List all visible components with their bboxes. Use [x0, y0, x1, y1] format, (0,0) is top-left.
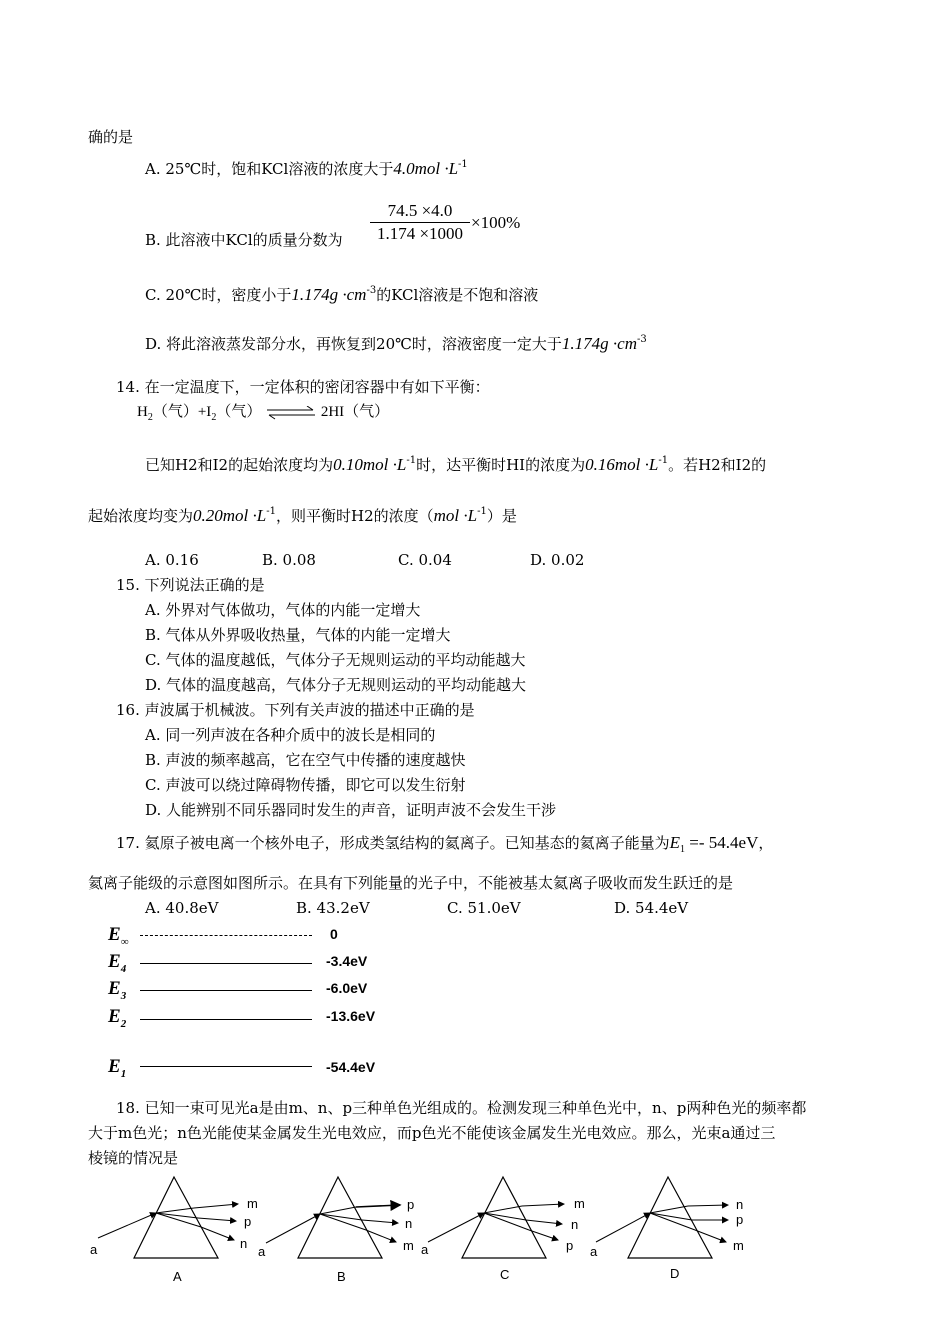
q18-line2: 大于m色光；n色光能使某金属发生光电效应，而p色光不能使该金属发生光电效应。那么，光束a通过三	[88, 1124, 776, 1142]
level-e1-label	[108, 1056, 126, 1080]
q14-line2-b: ，则平衡时H2的浓度（	[275, 507, 434, 525]
level-e4-label	[108, 951, 126, 975]
q18-line3: 棱镜的情况是	[88, 1149, 179, 1167]
q15-option-b: B. 气体从外界吸收热量，气体的内能一定增大	[145, 626, 451, 644]
q16-option-b: B. 声波的频率越高，它在空气中传播的速度越快	[145, 751, 466, 769]
prism-b-internal-n	[320, 1214, 362, 1220]
prism-c-internal-m	[484, 1206, 522, 1213]
prism-b-internal-p	[320, 1207, 356, 1214]
q14-line1-c: 。若H2和I2的	[668, 456, 767, 474]
prism-c-beam-label: a	[421, 1242, 429, 1257]
prism-a-ray-p	[198, 1218, 236, 1221]
q13-option-d-exp: -3	[636, 334, 647, 345]
q17-stem	[116, 833, 773, 860]
q14-line2-exp2: -1	[477, 506, 487, 517]
q16-stem: 16. 声波属于机械波。下列有关声波的描述中正确的是	[116, 701, 475, 719]
q14-eq-h: H	[137, 404, 148, 420]
q14-line1-a: 已知H2和I2的起始浓度均为	[145, 456, 334, 474]
level-e1-sub: 1	[120, 1067, 127, 1080]
level-e-inf-value: 0	[330, 926, 338, 942]
q17-option-a: A. 40.8eV	[145, 899, 219, 917]
q14-option-d: D. 0.02	[530, 551, 585, 569]
q14-line1	[145, 455, 766, 478]
q14-option-b: B. 0.08	[262, 551, 316, 569]
q13-option-b-tail: ×100%	[471, 213, 521, 232]
prism-b-caption: B	[337, 1269, 346, 1284]
q14-line2-exp1: -1	[266, 506, 276, 517]
prism-c-internal-n	[484, 1213, 526, 1220]
prism-b-ray-p	[356, 1205, 400, 1207]
q15-stem: 15. 下列说法正确的是	[116, 576, 265, 594]
q15-option-d: D. 气体的温度越高，气体分子无规则运动的平均动能越大	[145, 676, 527, 694]
level-e3-sub: 3	[120, 989, 127, 1002]
q17-option-d: D. 54.4eV	[614, 899, 689, 917]
level-e-inf-sub: ∞	[120, 935, 129, 948]
q17-energy-value: =- 54.4eV	[685, 833, 759, 852]
q13-option-c-text: C. 20℃时，密度小于	[145, 286, 292, 304]
level-e2-sym: E	[108, 1006, 121, 1027]
prism-a-internal-p	[156, 1213, 198, 1218]
q13-option-b-fraction	[370, 201, 470, 244]
level-e2-line	[140, 1019, 312, 1020]
q14-eq-sub1: 2	[147, 412, 153, 423]
q14-option-c: C. 0.04	[398, 551, 452, 569]
level-e1-sym: E	[108, 1056, 121, 1077]
level-e3-sym: E	[108, 978, 121, 999]
prism-d-label-top: n	[736, 1197, 744, 1212]
prism-a-beam-label: a	[90, 1242, 98, 1257]
prism-b-beam-label: a	[258, 1244, 266, 1259]
prism-d-label-bottom: m	[733, 1238, 744, 1253]
q15-option-c: C. 气体的温度越低，气体分子无规则运动的平均动能越大	[145, 651, 526, 669]
prism-d-ray-n	[688, 1205, 728, 1206]
prism-c-ray-m	[522, 1204, 564, 1206]
prism-a-incident-ray	[98, 1213, 156, 1238]
q17-option-c: C. 51.0eV	[447, 899, 521, 917]
prism-a-label-mid: p	[244, 1214, 252, 1229]
q16-option-d: D. 人能辨别不同乐器同时发生的声音，证明声波不会发生干涉	[145, 801, 557, 819]
prism-a-label-top: m	[247, 1196, 258, 1211]
prism-a-ray-m	[194, 1204, 238, 1208]
q17-stem-end: ，	[758, 834, 774, 852]
q14-line2-c: ）是	[486, 507, 517, 525]
q13-option-a-text: A. 25℃时，饱和KCl溶液的浓度大于	[145, 160, 394, 178]
q17-energy-symbol: E	[669, 833, 681, 852]
q13-option-a-math: 4.0mol ·L	[393, 159, 459, 178]
q14-line2-math1: 0.20mol ·L	[193, 506, 267, 525]
prism-c-internal-p	[484, 1213, 529, 1230]
prism-c-label-top: m	[574, 1196, 585, 1211]
prism-b-label-mid: n	[405, 1216, 413, 1231]
q17-line2: 氦离子能级的示意图如图所示。在具有下列能量的光子中，不能被基太氦离子吸收而发生跃迁的是	[88, 874, 734, 892]
q13-option-a	[145, 159, 468, 182]
prism-c-label-bottom: p	[566, 1238, 574, 1253]
q16-option-c: C. 声波可以绕过障碍物传播，即它可以发生衍射	[145, 776, 466, 794]
q13-option-d	[145, 334, 647, 357]
prism-d-label-mid: p	[736, 1212, 744, 1227]
q13-stem-tail: 确的是	[88, 128, 134, 146]
prism-b-label-top: p	[407, 1197, 415, 1212]
level-e1-line	[140, 1066, 312, 1067]
q13-option-b-text: B. 此溶液中KCl的质量分数为	[145, 231, 343, 249]
level-e-inf-sym: E	[108, 924, 121, 945]
prism-c-incident-ray	[428, 1213, 484, 1242]
level-e-inf-label	[108, 924, 129, 948]
q14-eq-sub2: 2	[211, 412, 217, 423]
level-e4-sub: 4	[120, 962, 127, 975]
q13-option-c	[145, 285, 538, 308]
prism-c-ray-n	[526, 1220, 562, 1224]
prism-d-internal-n	[650, 1206, 688, 1213]
prism-a-caption: A	[173, 1269, 182, 1284]
q13-option-a-exp: -1	[458, 159, 468, 170]
prism-c-label-mid: n	[571, 1217, 579, 1232]
q13-option-d-math: 1.174g ·cm	[561, 334, 637, 353]
prism-c-caption: C	[500, 1267, 510, 1282]
q14-equation	[137, 402, 389, 428]
q14-option-a: A. 0.16	[145, 551, 199, 569]
prism-diagram-d	[590, 1177, 744, 1281]
prism-d-internal-p	[650, 1213, 692, 1220]
q13-option-b-denominator: 1.174 ×1000	[376, 224, 464, 243]
q14-line1-exp1: -1	[406, 455, 417, 466]
prism-a-label-bottom: n	[240, 1236, 248, 1251]
q17-energy-sub: 1	[680, 844, 686, 855]
level-e3-line	[140, 990, 312, 991]
prism-a-internal-m	[156, 1208, 194, 1213]
q14-eq-mid2: （气）	[216, 404, 262, 420]
level-e-inf-line	[140, 935, 312, 936]
level-e4-value: -3.4eV	[326, 953, 368, 969]
prism-b-triangle	[298, 1177, 382, 1258]
prism-d-internal-m	[650, 1213, 695, 1230]
q14-stem: 14. 在一定温度下，一定体积的密闭容器中有如下平衡：	[116, 378, 490, 396]
q14-eq-mid1: （气）+I	[152, 404, 212, 420]
prism-diagram-c	[421, 1177, 585, 1282]
equilibrium-arrow-icon	[265, 406, 317, 420]
prism-a-ray-n	[201, 1227, 234, 1240]
prism-d-beam-label: a	[590, 1244, 598, 1259]
level-e3-value: -6.0eV	[326, 980, 368, 996]
q17-option-b: B. 43.2eV	[296, 899, 370, 917]
q14-line1-math2: 0.16mol ·L	[585, 455, 659, 474]
level-e4-sym: E	[108, 951, 121, 972]
level-e4-line	[140, 963, 312, 964]
prism-d-incident-ray	[596, 1213, 650, 1242]
level-e2-label	[108, 1006, 126, 1030]
level-e2-sub: 2	[120, 1017, 127, 1030]
q16-option-a: A. 同一列声波在各种介质中的波长是相同的	[145, 726, 436, 744]
q13-option-b-numerator: 74.5 ×4.0	[387, 201, 453, 220]
q14-line1-b: 时，达平衡时HI的浓度为	[416, 456, 586, 474]
q14-line2-math2: mol ·L	[433, 506, 478, 525]
prism-diagram-b	[258, 1177, 414, 1284]
prism-b-ray-n	[362, 1220, 398, 1223]
q14-line1-math1: 0.10mol ·L	[333, 455, 407, 474]
level-e3-label	[108, 978, 126, 1002]
prism-b-label-bottom: m	[403, 1238, 414, 1253]
q13-option-c-tail: 的KCl溶液是不饱和溶液	[376, 286, 539, 304]
level-e1-value: -54.4eV	[326, 1059, 376, 1075]
prism-diagrams	[0, 1170, 950, 1290]
q15-option-a: A. 外界对气体做功，气体的内能一定增大	[145, 601, 421, 619]
q13-option-c-exp: -3	[366, 285, 377, 296]
q14-line2	[88, 506, 517, 529]
q14-line2-a: 起始浓度均变为	[88, 507, 194, 525]
q17-stem-text: 17. 氦原子被电离一个核外电子，形成类氢结构的氦离子。已知基态的氦离子能量为	[116, 834, 670, 852]
q14-eq-right: 2HI（气）	[320, 404, 390, 420]
q13-option-c-math: 1.174g ·cm	[291, 285, 367, 304]
q13-option-d-text: D. 将此溶液蒸发部分水，再恢复到20℃时，溶液密度一定大于	[145, 335, 562, 353]
q14-line1-exp2: -1	[658, 455, 669, 466]
q18-line1: 18. 已知一束可见光a是由m、n、p三种单色光组成的。检测发现三种单色光中，n、p两种色光的频率都	[116, 1099, 807, 1117]
level-e2-value: -13.6eV	[326, 1008, 376, 1024]
prism-diagram-a	[90, 1177, 258, 1284]
prism-d-caption: D	[670, 1266, 680, 1281]
